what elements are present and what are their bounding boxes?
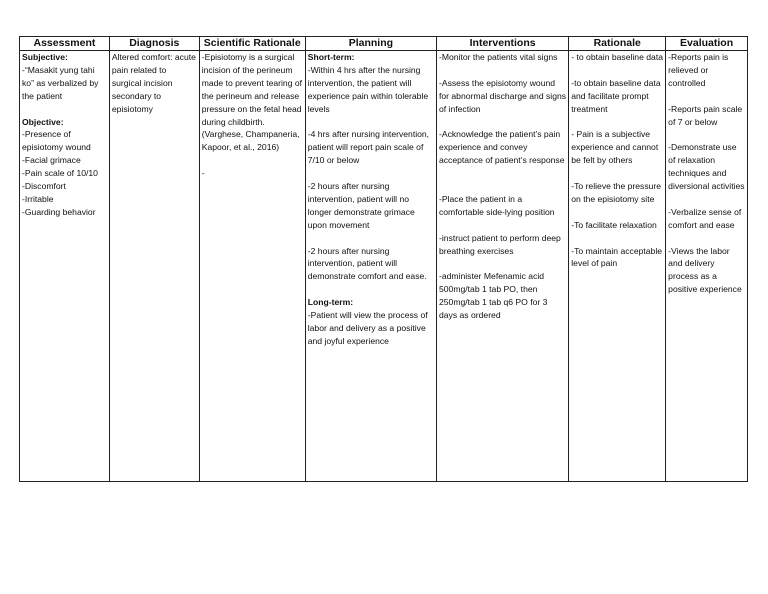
evaluation-cell — [666, 51, 748, 482]
rationale-item: -To maintain acceptable level of pain — [571, 245, 663, 269]
evaluation-item: -Views the labor and delivery process as a positive experience — [668, 245, 742, 295]
objective-item: -Guarding behavior — [22, 206, 96, 217]
objective-item: -Discomfort — [22, 181, 66, 192]
objective-item: -Irritable — [22, 193, 54, 204]
header-diagnosis: Diagnosis — [109, 37, 199, 51]
diagnosis-cell — [109, 51, 199, 482]
short-term-item: -4 hrs after nursing intervention, patient will report pain scale of 7/10 or below — [307, 129, 430, 166]
header-scientific-rationale: Scientific Rationale — [199, 37, 305, 51]
interventions-cell — [436, 51, 568, 482]
objective-item: -Presence of episiotomy wound — [22, 129, 91, 153]
rationale-cell — [569, 51, 666, 482]
evaluation-item: -Demonstrate use of relaxation techniques and diversional activities — [668, 142, 745, 192]
evaluation-item: -Reports pain scale of 7 or below — [668, 103, 743, 127]
long-term-label: Long-term: — [307, 297, 354, 308]
nursing-care-plan-table — [19, 36, 748, 482]
short-term-item: -Within 4 hrs after the nursing intervention, the patient will experience pain within tolerable levels — [307, 64, 429, 114]
objective-item: -Facial grimace — [22, 155, 81, 166]
intervention-item: -Acknowledge the patient’s pain experience and convey acceptance of patient’s response — [438, 129, 565, 166]
objective-item: -Pain scale of 10/10 — [22, 168, 98, 179]
rationale-item: - to obtain baseline data — [571, 52, 663, 62]
long-term-text: -Patient will view the process of labor and delivery as a positive and joyful experience — [307, 310, 428, 346]
rationale-item: - Pain is a subjective experience and cannot be felt by others — [571, 129, 659, 166]
evaluation-item: -Reports pain is relieved or controlled — [668, 52, 729, 88]
rationale-item: -To facilitate relaxation — [571, 219, 657, 230]
short-term-label: Short-term: — [307, 52, 355, 62]
short-term-item: -2 hours after nursing intervention, patient will no longer demonstrate grimace upon movement — [307, 181, 415, 230]
table-row — [20, 51, 748, 482]
intervention-item: -Monitor the patients vital signs — [438, 52, 558, 62]
intervention-item: -instruct patient to perform deep breathing exercises — [438, 232, 561, 256]
short-term-item: -2 hours after nursing intervention, patient will demonstrate comfort and ease. — [307, 245, 427, 282]
scientific-rationale-dash: - — [201, 168, 205, 179]
header-evaluation: Evaluation — [666, 37, 748, 51]
header-assessment: Assessment — [20, 37, 110, 51]
intervention-item: -administer Mefenamic acid 500mg/tab 1 tab PO, then 250mg/tab 1 tab q6 PO for 3 days as ordered — [438, 271, 548, 321]
intervention-item: -Assess the episiotomy wound for abnormal discharge and signs of infection — [438, 77, 567, 114]
objective-label: Objective: — [22, 116, 64, 127]
header-planning: Planning — [305, 37, 436, 51]
header-row — [20, 37, 748, 51]
rationale-item: -to obtain baseline data and facilitate prompt treatment — [571, 77, 661, 114]
evaluation-item: -Verbalize sense of comfort and ease — [668, 206, 742, 230]
assessment-cell — [20, 51, 110, 482]
intervention-item: -Place the patient in a comfortable side-lying position — [438, 193, 555, 217]
diagnosis-text: Altered comfort: acute pain related to surgical incision secondary to episiotomy — [111, 52, 196, 114]
header-interventions: Interventions — [436, 37, 568, 51]
scientific-rationale-cell — [199, 51, 305, 482]
subjective-text: -“Masakit yung tahi ko” as verbalized by the patient — [22, 64, 99, 101]
planning-cell — [305, 51, 436, 482]
subjective-label: Subjective: — [22, 52, 68, 62]
rationale-item: -To relieve the pressure on the episiotomy site — [571, 181, 662, 204]
scientific-rationale-text: -Episiotomy is a surgical incision of the perineum made to prevent tearing of the perineum and release pressure on the fetal head during childbirth. (Varghese, Champaneria, Kapoor, et al., 2016) — [201, 52, 303, 153]
header-rationale: Rationale — [569, 37, 666, 51]
